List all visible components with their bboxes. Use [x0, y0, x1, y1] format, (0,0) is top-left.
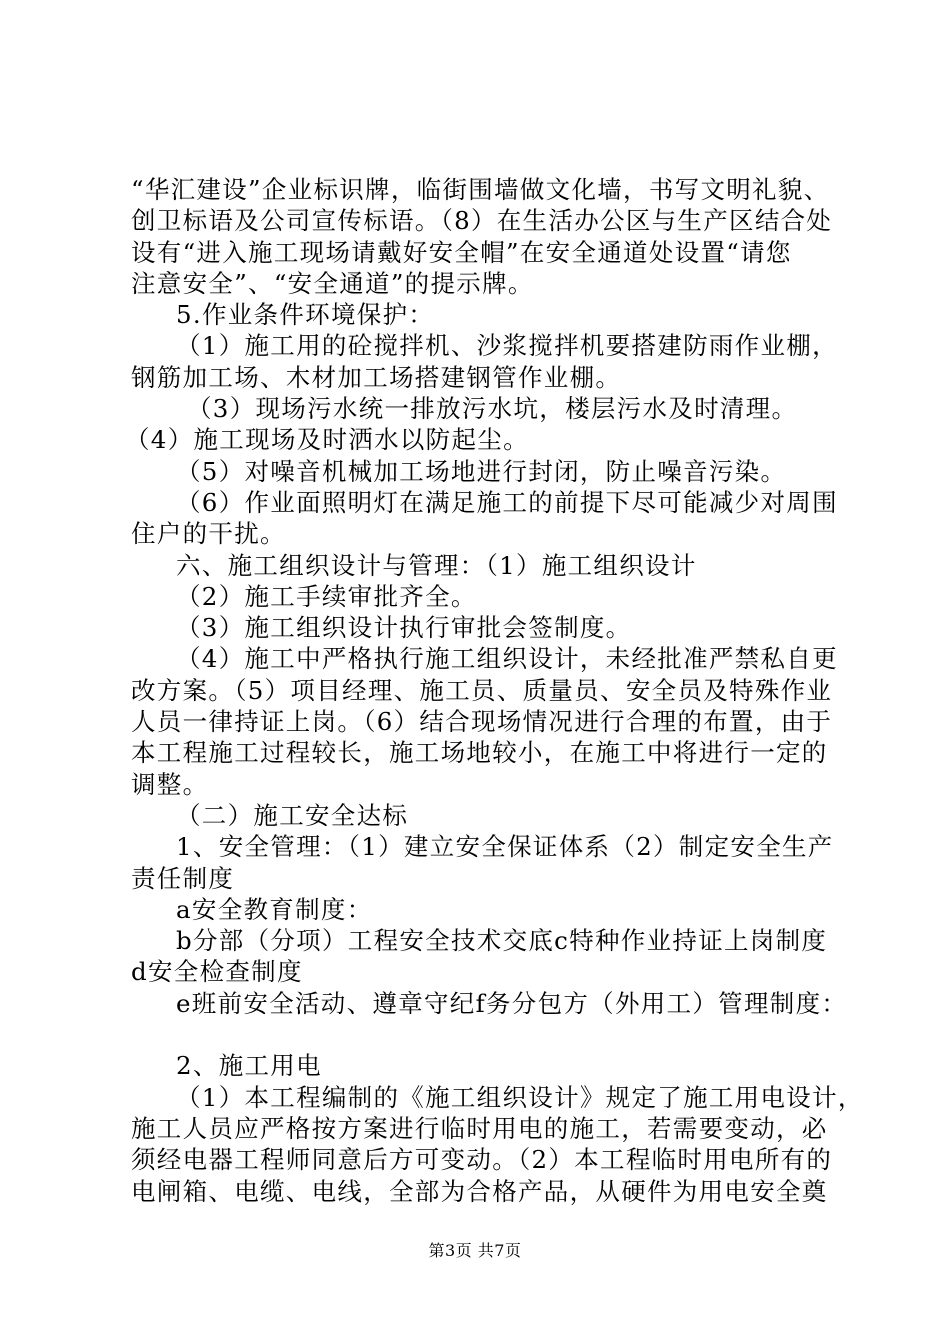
- paragraph-line: 设有“进入施工现场请戴好安全帽”在安全通道处设置“请您: [131, 237, 792, 267]
- paragraph-line: 须经电器工程师同意后方可变动。（2）本工程临时用电所有的: [131, 1145, 833, 1175]
- paragraph-line: d安全检查制度: [131, 957, 303, 987]
- paragraph-line: e班前安全活动、遵章守纪f务分包方（外用工）管理制度：: [176, 988, 848, 1018]
- paragraph-line: 1、安全管理：（1）建立安全保证体系（2）制定安全生产: [176, 832, 834, 862]
- paragraph-line: 钢筋加工场、木材加工场搭建钢管作业棚。: [131, 362, 622, 392]
- paragraph-line: （1）本工程编制的《施工组织设计》规定了施工用电设计，: [176, 1082, 864, 1112]
- paragraph-line: 调整。: [131, 769, 209, 799]
- paragraph-line: （4）施工现场及时洒水以防起尘。: [125, 425, 529, 455]
- paragraph-line: 创卫标语及公司宣传标语。（8）在生活办公区与生产区结合处: [131, 206, 833, 236]
- paragraph-line: （2）施工手续审批齐全。: [176, 581, 477, 611]
- page-footer: 第3页 共7页: [428, 1241, 522, 1260]
- paragraph-line: 施工人员应严格按方案进行临时用电的施工，若需要变动，必: [131, 1113, 828, 1143]
- paragraph-line: （6）作业面照明灯在满足施工的前提下尽可能减少对周围: [176, 487, 838, 517]
- paragraph-line: （1）施工用的砼搅拌机、沙浆搅拌机要搭建防雨作业棚，: [176, 331, 838, 361]
- paragraph-line: 2、施工用电: [176, 1051, 322, 1081]
- paragraph-line: 注意安全”、“安全通道”的提示牌。: [131, 268, 534, 298]
- paragraph-line: 电闸箱、电缆、电线，全部为合格产品，从硬件为用电安全奠: [131, 1176, 828, 1206]
- paragraph-line: b分部（分项）工程安全技术交底c特种作业持证上岗制度: [176, 926, 828, 956]
- paragraph-line: a安全教育制度：: [176, 894, 373, 924]
- paragraph-line: （4）施工中严格执行施工组织设计，未经批准严禁私自更: [176, 644, 838, 674]
- paragraph-line: 六、施工组织设计与管理：（1）施工组织设计: [176, 550, 697, 580]
- paragraph-line: （3）施工组织设计执行审批会签制度。: [176, 613, 632, 643]
- paragraph-line: （3）现场污水统一排放污水坑，楼层污水及时清理。: [187, 394, 798, 424]
- blank-line: [131, 1019, 831, 1050]
- paragraph-line: 责任制度: [131, 863, 235, 893]
- paragraph-line: （5）对噪音机械加工场地进行封闭，防止噪音污染。: [176, 456, 787, 486]
- document-body: [125, 174, 864, 1207]
- paragraph-line: “华汇建设”企业标识牌，临街围墙做文化墙，书写文明礼貌、: [131, 175, 830, 204]
- paragraph-line: 改方案。（5）项目经理、施工员、质量员、安全员及特殊作业: [131, 675, 833, 705]
- paragraph-line: 本工程施工过程较长，施工场地较小，在施工中将进行一定的: [131, 738, 828, 768]
- paragraph-line: 5.作业条件环境保护：: [176, 300, 435, 330]
- paragraph-line: 住户的干扰。: [131, 519, 286, 549]
- paragraph-line: 人员一律持证上岗。（6）结合现场情况进行合理的布置，由于: [131, 707, 833, 737]
- paragraph-line: （二）施工安全达标: [176, 800, 409, 830]
